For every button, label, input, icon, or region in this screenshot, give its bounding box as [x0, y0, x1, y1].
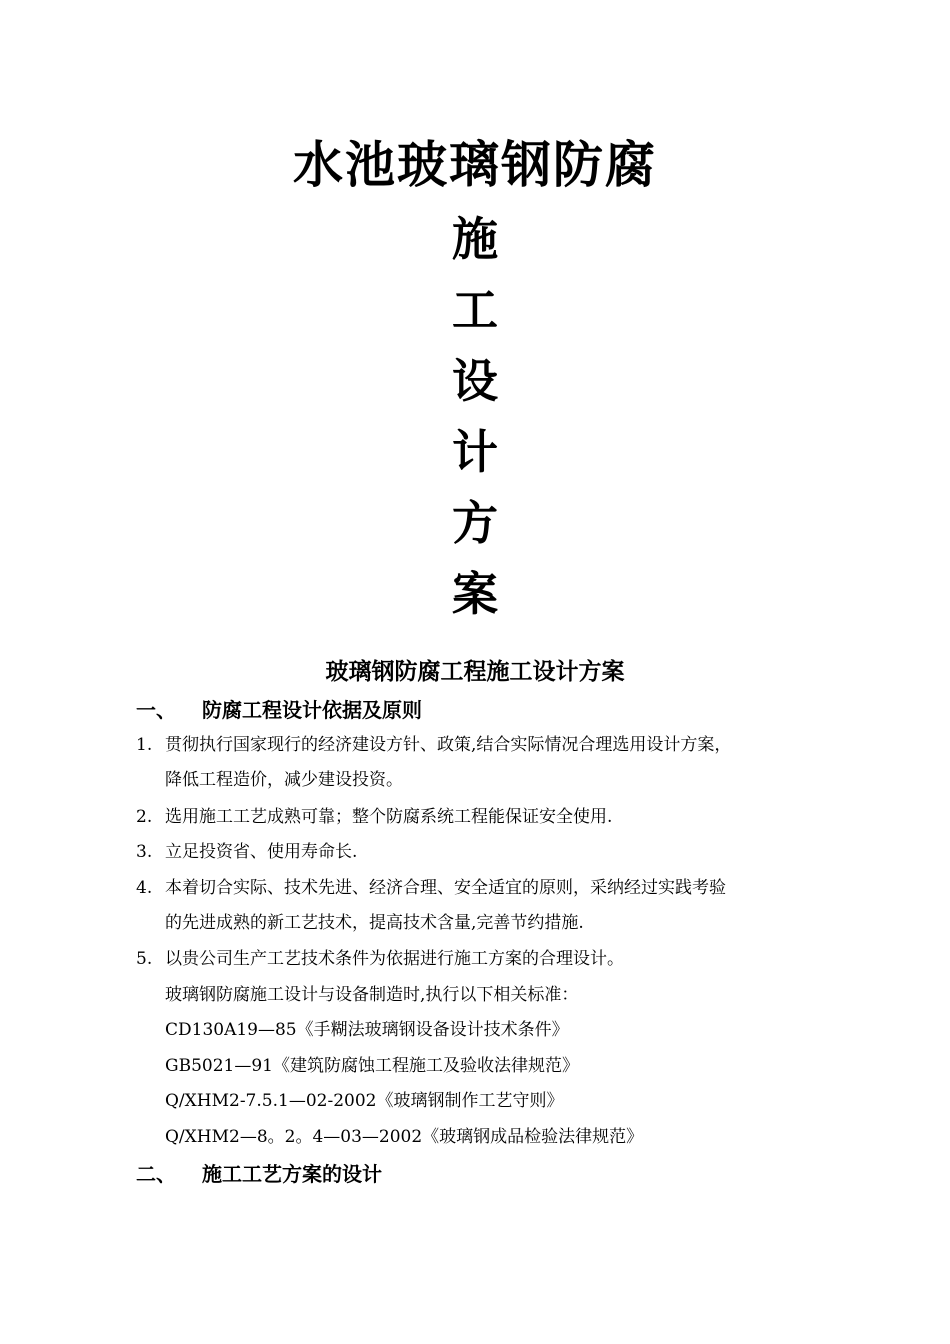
cover-char: 方 [452, 496, 498, 550]
standard-line: Q/XHM2—8。2。4—03—2002《玻璃钢成品检验法律规范》 [165, 1127, 644, 1147]
list-item-number: 1. [136, 735, 153, 755]
section-number: 一、 [136, 698, 176, 722]
list-item-line: 降低工程造价，减少建设投资。 [165, 770, 403, 790]
list-item-line: 以贵公司生产工艺技术条件为依据进行施工方案的合理设计。 [165, 949, 624, 969]
cover-vertical-title [0, 204, 950, 630]
cover-char: 设 [452, 354, 498, 408]
list-item-line: 本着切合实际、技术先进、经济合理、安全适宜的原则，采纳经过实践考验 [165, 878, 726, 898]
list-item-number: 5. [136, 949, 153, 969]
cover-char: 案 [452, 567, 498, 621]
standard-line: CD130A19—85《手糊法玻璃钢设备设计技术条件》 [165, 1020, 569, 1040]
list-item-number: 2. [136, 807, 153, 827]
list-item-line: 的先进成熟的新工艺技术，提高技术含量,完善节约措施. [165, 913, 584, 933]
section-title: 施工工艺方案的设计 [202, 1162, 382, 1186]
section-heading-1 [136, 694, 422, 726]
list-item-line: 选用施工工艺成熟可靠；整个防腐系统工程能保证安全使用. [165, 807, 613, 827]
main-title: 玻璃钢防腐工程施工设计方案 [325, 658, 625, 685]
list-item-number: 4. [136, 878, 153, 898]
list-item-line: 贯彻执行国家现行的经济建设方针、政策,结合实际情况合理选用设计方案， [165, 735, 732, 755]
cover-char: 计 [452, 425, 498, 479]
list-item-line: 立足投资省、使用寿命长. [165, 842, 358, 862]
standard-line: Q/XHM2-7.5.1—02-2002《玻璃钢制作工艺守则》 [165, 1091, 564, 1111]
cover-char: 工 [452, 283, 498, 337]
standard-line: GB5021—91《建筑防腐蚀工程施工及验收法律规范》 [165, 1056, 579, 1076]
section-heading-2 [136, 1158, 382, 1190]
cover-title: 水池玻璃钢防腐 [293, 135, 657, 194]
cover-char: 施 [452, 212, 498, 266]
section-title: 防腐工程设计依据及原则 [202, 698, 422, 722]
list-item-number: 3. [136, 842, 153, 862]
standards-intro: 玻璃钢防腐施工设计与设备制造时,执行以下相关标准： [165, 985, 579, 1005]
section-number: 二、 [136, 1162, 176, 1186]
